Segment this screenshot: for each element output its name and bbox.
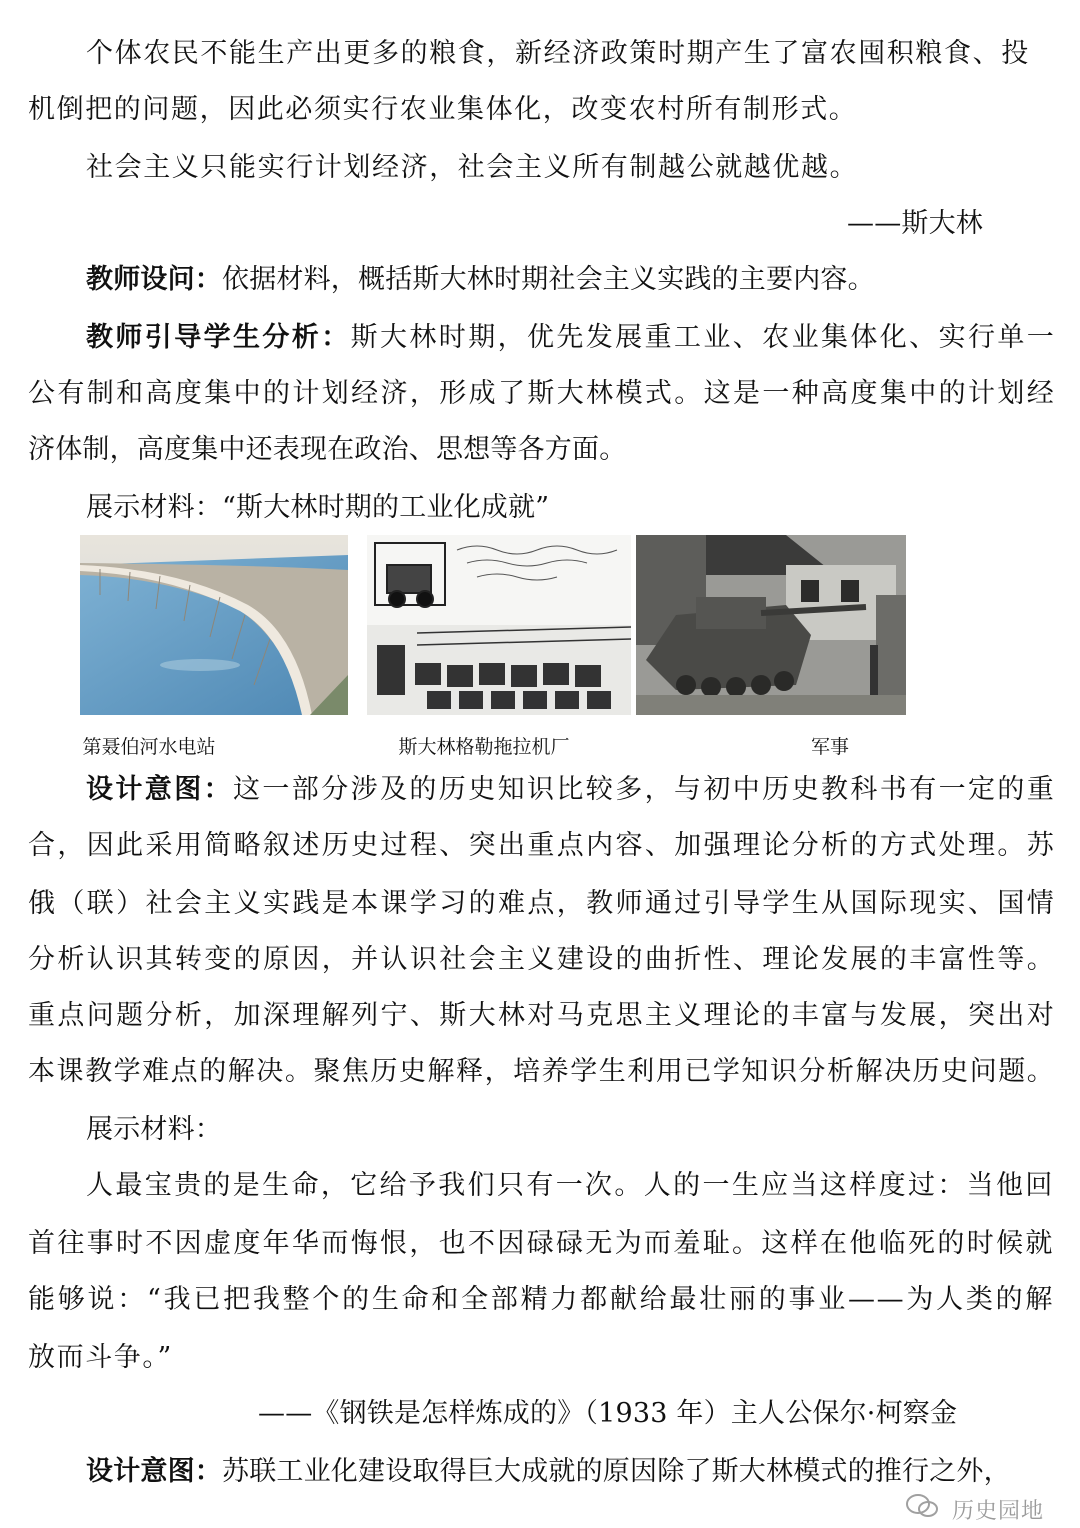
tractor-factory-photo xyxy=(367,535,631,715)
guidance-text: 斯大林时期，优先发展重工业、农业集体化、实行单一 xyxy=(350,322,1054,353)
quote-line: 机倒把的问题，因此必须实行农业集体化，改变农村所有制形式。 xyxy=(28,94,858,125)
quote-line: 能够说：“我已把我整个的生命和全部精力都献给最壮丽的事业——为人类的解 xyxy=(28,1284,1054,1315)
design-intent-line xyxy=(86,1454,1054,1490)
question-text: 依据材料，概括斯大林时期社会主义实践的主要内容。 xyxy=(222,264,875,295)
teacher-question xyxy=(86,262,1054,298)
wechat-icon xyxy=(905,1492,939,1520)
figure-caption: 军事 xyxy=(810,736,849,758)
quote-attribution: ——《钢铁是怎样炼成的》（1933 年）主人公保尔·柯察金 xyxy=(258,1398,958,1429)
guidance-label: 教师引导学生分析： xyxy=(86,322,351,353)
quote-line: 放而斗争。” xyxy=(28,1342,173,1373)
figure-caption: 第聂伯河水电站 xyxy=(82,736,216,758)
figure-caption: 斯大林格勒拖拉机厂 xyxy=(398,736,570,758)
quote-line: 社会主义只能实行计划经济，社会主义所有制越公就越优越。 xyxy=(86,152,859,183)
material-heading: 展示材料： xyxy=(86,1114,222,1145)
guidance-line: 公有制和高度集中的计划经济，形成了斯大林模式。这是一种高度集中的计划经 xyxy=(28,378,1054,409)
tank-photo xyxy=(636,535,906,715)
question-label: 教师设问： xyxy=(86,264,222,295)
design-intent-line: 俄（联）社会主义实践是本课学习的难点，教师通过引导学生从国际现实、国情 xyxy=(28,888,1054,919)
quote-line: 个体农民不能生产出更多的粮食，新经济政策时期产生了富农囤积粮食、投 xyxy=(86,38,1030,69)
quote-line: 首往事时不因虚度年华而悔恨，也不因碌碌无为而羞耻。这样在他临死的时候就 xyxy=(28,1228,1054,1259)
design-intent-label: 设计意图： xyxy=(86,774,233,805)
design-intent-text: 这一部分涉及的历史知识比较多，与初中历史教科书有一定的重 xyxy=(233,774,1054,805)
guidance-line: 济体制，高度集中还表现在政治、思想等各方面。 xyxy=(28,434,627,465)
material-heading: 展示材料：“斯大林时期的工业化成就” xyxy=(86,492,550,523)
design-intent-line xyxy=(86,772,1054,808)
design-intent-text: 苏联工业化建设取得巨大成就的原因除了斯大林模式的推行之外， xyxy=(222,1456,1011,1487)
design-intent-line: 重点问题分析，加深理解列宁、斯大林对马克思主义理论的丰富与发展，突出对 xyxy=(28,1000,1054,1031)
quote-attribution: ——斯大林 xyxy=(847,208,983,239)
design-intent-line: 本课教学难点的解决。聚焦历史解释，培养学生利用已学知识分析解决历史问题。 xyxy=(28,1056,1054,1087)
guidance-line xyxy=(86,320,1054,356)
design-intent-line: 分析认识其转变的原因，并认识社会主义建设的曲折性、理论发展的丰富性等。 xyxy=(28,944,1054,975)
watermark: 历史园地 xyxy=(951,1499,1044,1524)
design-intent-line: 合，因此采用简略叙述历史过程、突出重点内容、加强理论分析的方式处理。苏 xyxy=(28,830,1054,861)
dam-photo xyxy=(80,535,348,715)
quote-line: 人最宝贵的是生命，它给予我们只有一次。人的一生应当这样度过：当他回 xyxy=(86,1170,1054,1201)
design-intent-label: 设计意图： xyxy=(86,1456,222,1487)
